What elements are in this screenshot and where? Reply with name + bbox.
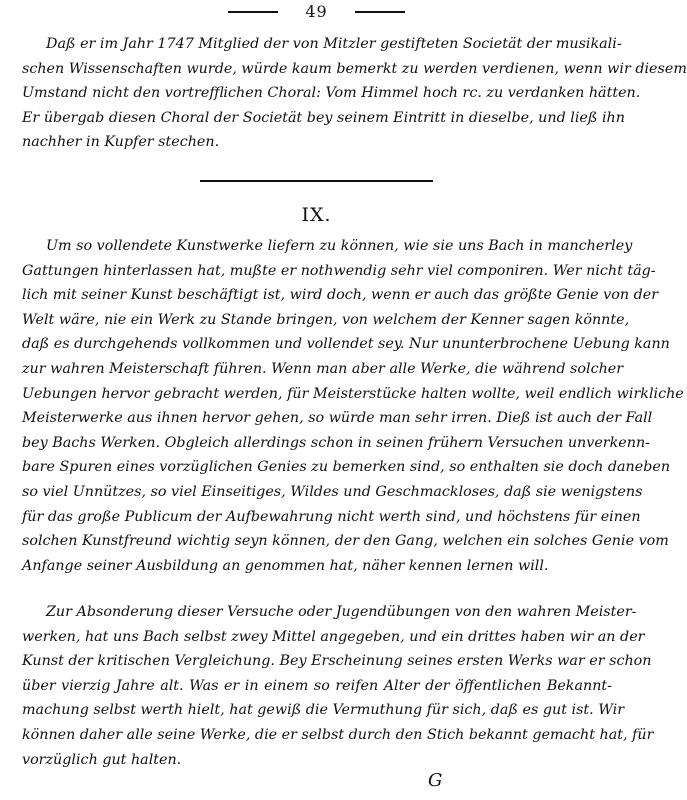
text-line: Welt wäre, nie ein Werk zu Stande bringen, von welchem der Kenner sagen könnte, (22, 311, 630, 328)
text-line: nachher in Kupfer stechen. (22, 134, 220, 151)
paragraph-1 (22, 32, 687, 155)
text-line: schen Wissenschaften wurde, würde kaum bemerkt zu werden verdienen, wenn wir diesem (22, 60, 687, 77)
text-line: vorzüglich gut halten. (22, 751, 182, 768)
text-line: Zur Absonderung dieser Versuche oder Jugendübungen von den wahren Meister- (46, 604, 637, 620)
text-line: werken, hat uns Bach selbst zwey Mittel angegeben, und ein drittes haben wir an der (22, 628, 645, 645)
text-line: Gattungen hinterlassen hat, mußte er nothwendig sehr viel componiren. Wer nicht täg- (22, 262, 656, 279)
header-rule-right (355, 11, 405, 13)
text-line: bare Spuren eines vorzüglichen Genies zu bemerken sind, so enthalten sie doch daneben (22, 459, 671, 476)
text-line: Meisterwerke aus ihnen hervor gehen, so würde man sehr irren. Dieß ist auch der Fall (22, 410, 653, 427)
text-line: daß es durchgehends vollkommen und vollendet sey. Nur ununterbrochene Uebung kann (22, 336, 670, 353)
text-line: Anfange seiner Ausbildung an genommen hat, näher kennen lernen will. (22, 557, 549, 574)
text-line: über vierzig Jahre alt. Was er in einem so reifen Alter der öffentlichen Bekannt- (22, 677, 612, 694)
text-line: Er übergab diesen Choral der Societät bey seinem Eintritt in dieselbe, und ließ ihn (22, 109, 625, 126)
text-line: Kunst der kritischen Vergleichung. Bey Erscheinung seines ersten Werks war er schon (22, 653, 652, 670)
text-line: Um so vollendete Kunstwerke liefern zu können, wie sie uns Bach in mancherley (46, 238, 633, 254)
section-heading: IX. (301, 204, 332, 226)
text-line: Daß er im Jahr 1747 Mitglied der von Mitzler gestifteten Societät der musikali- (46, 36, 622, 52)
section-divider (200, 180, 433, 182)
signature-mark: G (428, 770, 443, 791)
page-number: 49 (305, 2, 328, 21)
paragraph-3 (22, 600, 654, 772)
text-line: Umstand nicht den vortrefflichen Choral: Vom Himmel hoch rc. zu verdanken hätten. (22, 85, 641, 102)
text-line: können daher alle seine Werke, die er selbst durch den Stich bekannt gemacht hat, für (22, 726, 654, 743)
text-line: machung selbst werth hielt, hat gewiß die Vermuthung für sich, daß es gut ist. Wir (22, 702, 625, 719)
text-line: so viel Unnützes, so viel Einseitiges, Wildes und Geschmackloses, daß sie wenigstens (22, 483, 643, 500)
text-line: lich mit seiner Kunst beschäftigt ist, wird doch, wenn er auch das größte Genie von der (22, 287, 659, 304)
paragraph-2 (22, 234, 684, 578)
text-line: Uebungen hervor gebracht werden, für Meisterstücke halten wollte, weil endlich wirkliche (22, 385, 684, 402)
text-line: bey Bachs Werken. Obgleich allerdings schon in seinen frühern Versuchen unverkenn- (22, 434, 650, 451)
text-line: für das große Publicum der Aufbewahrung nicht werth sind, und höchstens für einen (22, 508, 641, 525)
text-line: solchen Kunstfreund wichtig seyn können, der den Gang, welchen ein solches Genie vom (22, 533, 669, 550)
text-line: zur wahren Meisterschaft führen. Wenn man aber alle Werke, die während solcher (22, 360, 624, 377)
